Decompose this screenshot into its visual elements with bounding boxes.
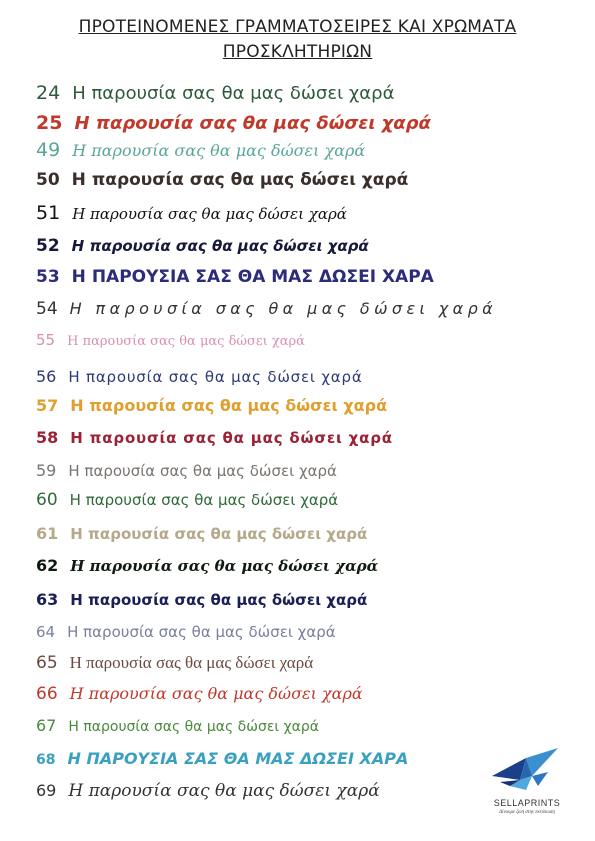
font-sample-row (36, 238, 369, 255)
font-sample-text: Η παρουσία σας θα μας δώσει χαρά (69, 653, 314, 672)
font-sample-number: 24 (36, 82, 61, 104)
page-subtitle: ΠΡΟΣΚΛΗΤΗΡΙΩΝ (222, 42, 373, 62)
font-sample-text: Η ΠΑΡΟΥΣΙΑ ΣΑΣ ΘΑ ΜΑΣ ΔΩΣΕΙ ΧΑΡΑ (71, 267, 434, 287)
font-sample-row (36, 398, 387, 414)
font-sample-row (36, 332, 305, 348)
font-sample-number: 62 (36, 556, 59, 575)
font-sample-row (36, 751, 408, 767)
font-sample-row (36, 783, 380, 800)
font-sample-number: 49 (36, 139, 61, 161)
font-sample-number: 60 (36, 490, 58, 510)
font-sample-row (36, 301, 497, 318)
font-sample-text: Η παρουσία σας θα μας δώσει χαρά (72, 83, 395, 104)
font-sample-number: 67 (36, 716, 57, 735)
brand-tagline: Δίνουμε ζωή στην εκτύπωση (499, 810, 555, 815)
font-sample-text: Η παρουσία σας θα μας δώσει χαρά (70, 525, 368, 543)
font-sample-number: 69 (36, 781, 57, 800)
font-sample-row (36, 114, 431, 133)
font-sample-text: Η παρουσία σας θα μας δώσει χαρά (67, 623, 336, 641)
font-sample-row (36, 654, 313, 672)
font-sample-text: Η παρουσία σας θα μας δώσει χαρά (69, 684, 363, 703)
font-sample-row (36, 718, 319, 734)
font-sample-number: 57 (36, 396, 59, 415)
font-sample-text: Η παρουσία σας θα μας δώσει χαρά (71, 237, 369, 255)
font-sample-row (36, 204, 347, 223)
font-sample-text: Η παρουσία σας θα μας δώσει χαρά (70, 557, 379, 575)
font-sample-number: 53 (36, 267, 60, 287)
font-sample-text: Η παρουσία σας θα μας δώσει χαρά (68, 462, 337, 480)
font-sample-number: 58 (36, 428, 59, 447)
font-sample-text: Η παρουσία σας θα μας δώσει χαρά (70, 429, 393, 447)
font-sample-row (36, 172, 408, 189)
font-sample-row (36, 430, 393, 446)
brand-name: SELLAPRINTS (493, 798, 561, 808)
font-sample-text: Η παρουσία σας θα μας δώσει χαρά (72, 141, 366, 160)
font-sample-text: Η παρουσία σας θα μας δώσει χαρά (72, 205, 347, 223)
font-sample-number: 63 (36, 590, 59, 609)
font-sample-number: 64 (36, 623, 56, 641)
font-sample-text: Η παρουσία σας θα μας δώσει χαρά (71, 170, 409, 190)
origami-crane-icon (486, 746, 566, 796)
font-sample-number: 61 (36, 524, 59, 543)
font-sample-number: 66 (36, 684, 58, 704)
font-sample-text: Η παρουσία σας θα μας δώσει χαρά (70, 591, 368, 609)
font-sample-number: 55 (36, 331, 56, 349)
font-sample-number: 68 (36, 752, 56, 768)
font-sample-number: 59 (36, 461, 57, 480)
font-sample-row (36, 624, 336, 640)
font-sample-text: Η παρουσία σας θα μας δώσει χαρά (69, 299, 498, 318)
font-sample-row (36, 592, 367, 608)
font-sample-number: 50 (36, 170, 60, 190)
font-sample-number: 65 (36, 653, 58, 673)
font-sample-row (36, 558, 378, 574)
font-sample-text: Η παρουσία σας θα μας δώσει χαρά (69, 491, 339, 509)
font-sample-row (36, 369, 363, 385)
font-sample-text: Η παρουσία σας θα μας δώσει χαρά (68, 368, 363, 386)
font-sample-row (36, 269, 434, 286)
font-sample-number: 52 (36, 236, 60, 256)
font-sample-row (36, 84, 394, 103)
font-sample-text: Η παρουσία σας θα μας δώσει χαρά (70, 396, 388, 415)
font-sample-text: Η παρουσία σας θα μας δώσει χαρά (67, 334, 305, 349)
font-sample-row (36, 492, 338, 509)
font-sample-number: 54 (36, 299, 58, 319)
font-sample-number: 56 (36, 367, 57, 386)
sellaprints-logo (482, 746, 572, 824)
font-sample-number: 25 (36, 112, 63, 134)
font-sample-text: Η παρουσία σας θα μας δώσει χαρά (74, 113, 431, 134)
font-sample-text: Η ΠΑΡΟΥΣΙΑ ΣΑΣ ΘΑ ΜΑΣ ΔΩΣΕΙ ΧΑΡΑ (67, 749, 409, 768)
font-sample-row (36, 526, 367, 542)
font-sample-number: 51 (36, 202, 61, 224)
font-sample-text: Η παρουσία σας θα μας δώσει χαρά (68, 781, 380, 801)
font-sample-row (36, 686, 363, 703)
font-sample-row (36, 141, 365, 160)
page-title: ΠΡΟΤΕΙΝΟΜΕΝΕΣ ΓΡΑΜΜΑΤΟΣΕΙΡΕΣ ΚΑΙ ΧΡΩΜΑΤΑ (78, 17, 517, 37)
font-sample-row (36, 463, 337, 479)
font-sample-text: Η παρουσία σας θα μας δώσει χαρά (68, 719, 319, 735)
